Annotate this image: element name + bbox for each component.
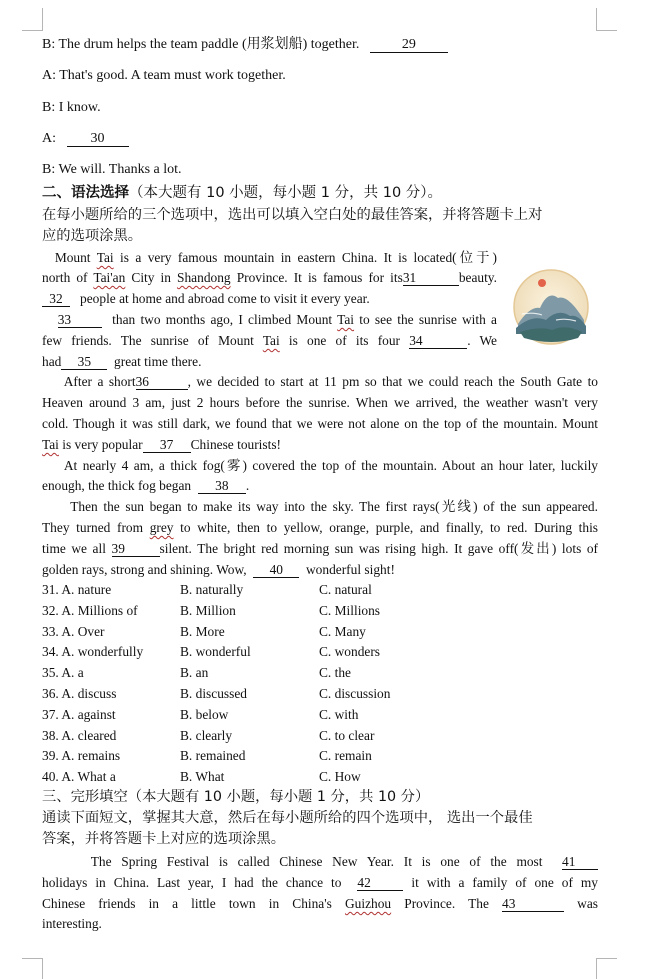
crop-mark-bottom-left [22, 958, 43, 979]
mountain-sunrise-illustration [512, 268, 590, 346]
option-40-b: B. What [180, 769, 225, 785]
option-36-b: B. discussed [180, 686, 247, 701]
passage2-line-3: Chinese friends in a little town in China's Guizhou Province. The 43 was [42, 896, 598, 911]
option-37-b: B. below [180, 706, 229, 722]
section-3-title: 三、完形填空（本大题有 10 小题，每小题 1 分，共 10 分） [42, 789, 430, 805]
blank-33: 33 [58, 313, 102, 328]
option-36-a: 36. A. discuss [42, 686, 117, 701]
option-38-c: C. to clear [319, 727, 375, 743]
blank-31: 31 [403, 271, 459, 286]
crop-mark-top-left [22, 8, 43, 31]
passage1-line-12: enough, the thick fog began 38 . [42, 478, 250, 493]
option-35-c: C. the [319, 665, 351, 681]
option-39-c: C. remain [319, 748, 372, 764]
option-34-b: B. wonderful [180, 644, 251, 660]
passage1-line-2: north of Tai'an City in Shandong Province. It is famous for its31 beauty. [42, 270, 497, 285]
option-32-c: C. Millions [319, 602, 381, 618]
passage2-line-4: interesting. [42, 916, 102, 931]
option-37-c: C. with [319, 706, 359, 722]
passage1-line-6: had 35 great time there. [42, 354, 202, 369]
section-2-instruction-1: 在每小题所给的三个选项中，选出可以填入空白处的最佳答案，并将答题卡上对 [42, 207, 543, 223]
blank-30: 30 [67, 132, 129, 147]
passage1-line-5: few friends. The sunrise of Mount Tai is one of its four 34 . We [42, 333, 497, 348]
option-37-a: 37. A. against [42, 706, 116, 722]
passage1-line-1: Mount Tai is a very famous mountain in eastern China. It is located(位于) [54, 250, 497, 265]
option-35-b: B. an [180, 665, 209, 681]
passage2-line-2: holidays in China. Last year, I had the chance to 42 it with a family of one of my [42, 875, 598, 890]
blank-35: 35 [61, 355, 107, 370]
dialogue-line-2: A: That's good. A team must work together. [42, 68, 286, 83]
option-32-b: B. Million [180, 602, 236, 618]
passage1-line-11: At nearly 4 am, a thick fog(雾) covered the top of the mountain. About an hour later, luckily [63, 458, 598, 473]
option-38-a: 38. A. cleared [42, 727, 117, 743]
passage1-line-7: After a short36 , we decided to start at 11 pm so that we could reach the South Gate to [63, 374, 598, 389]
option-39-b: B. remained [180, 748, 246, 764]
passage1-line-16: golden rays, strong and shining. Wow, 40 wonderful sight! [42, 562, 395, 577]
option-31-a: 31. A. nature [42, 582, 112, 597]
blank-39: 39 [112, 542, 160, 557]
dialogue-line-1: B: The drum helps the team paddle (用浆划船) together. 29 [42, 37, 448, 53]
passage1-line-4: 33 than two months ago, I climbed Mount Tai to see the sunrise with a [57, 312, 497, 327]
dialogue-line-4: A: 30 [42, 131, 129, 147]
passage1-line-3: 32 people at home and abroad come to visit it every year. [42, 291, 370, 307]
option-33-a: 33. A. Over [42, 623, 105, 639]
blank-38: 38 [198, 479, 246, 494]
section-3-instruction-2: 答案，并将答题卡上对应的选项涂黑。 [42, 831, 286, 847]
option-36-c: C. discussion [319, 686, 391, 701]
option-31-b: B. naturally [180, 582, 244, 597]
blank-40: 40 [253, 563, 299, 578]
blank-37: 37 [143, 438, 191, 453]
option-38-b: B. clearly [180, 727, 233, 743]
option-31-c: C. natural [319, 582, 372, 597]
blank-42: 42 [357, 876, 403, 891]
dialogue-line-3: B: I know. [42, 100, 101, 115]
passage2-line-1: The Spring Festival is called Chinese New Year. It is one of the most 41 [42, 854, 598, 870]
option-33-c: C. Many [319, 623, 366, 639]
section-2-title: 二、语法选择（本大题有 10 小题，每小题 1 分，共 10 分）。 [42, 185, 443, 201]
crop-mark-bottom-right [596, 958, 617, 979]
passage1-line-14: They turned from grey to white, then to yellow, orange, purple, and finally, to red. During this [42, 520, 599, 535]
option-35-a: 35. A. a [42, 665, 84, 681]
blank-29: 29 [370, 38, 448, 53]
option-34-c: C. wonders [319, 644, 380, 660]
dialogue-line-5: B: We will. Thanks a lot. [42, 162, 182, 177]
blank-34: 34 [409, 334, 467, 349]
option-33-b: B. More [180, 623, 225, 639]
blank-41: 41 [562, 855, 598, 870]
passage1-line-15: time we all 39 silent. The bright red morning sun was rising high. It gave off(发出) lots of [42, 541, 599, 556]
option-32-a: 32. A. Millions of [42, 602, 138, 618]
passage1-line-10: Tai is very popular 37 Chinese tourists! [42, 437, 281, 452]
section-3-instruction-1: 通读下面短文，掌握其大意，然后在每小题所给的四个选项中， 选出一个最佳 [42, 810, 533, 826]
blank-43: 43 [502, 897, 564, 912]
passage1-line-13: Then the sun began to make its way into the sky. The first rays(光线) of the sun appeared. [70, 499, 598, 514]
blank-32: 32 [42, 292, 70, 307]
crop-mark-top-right [596, 8, 617, 31]
option-40-c: C. How [319, 769, 361, 785]
option-34-a: 34. A. wonderfully [42, 644, 144, 660]
option-39-a: 39. A. remains [42, 748, 121, 764]
option-40-a: 40. A. What a [42, 769, 116, 785]
passage1-line-8: Heaven around 3 am, just 2 hours before the sunrise. When we arrived, the weather wasn't very [42, 395, 598, 410]
passage1-line-9: cold. Though it was still dark, we found that we were not alone on the top of the mountain. Mount [42, 416, 598, 431]
section-2-instruction-2: 应的选项涂黑。 [42, 228, 143, 244]
blank-36: 36 [136, 375, 188, 390]
